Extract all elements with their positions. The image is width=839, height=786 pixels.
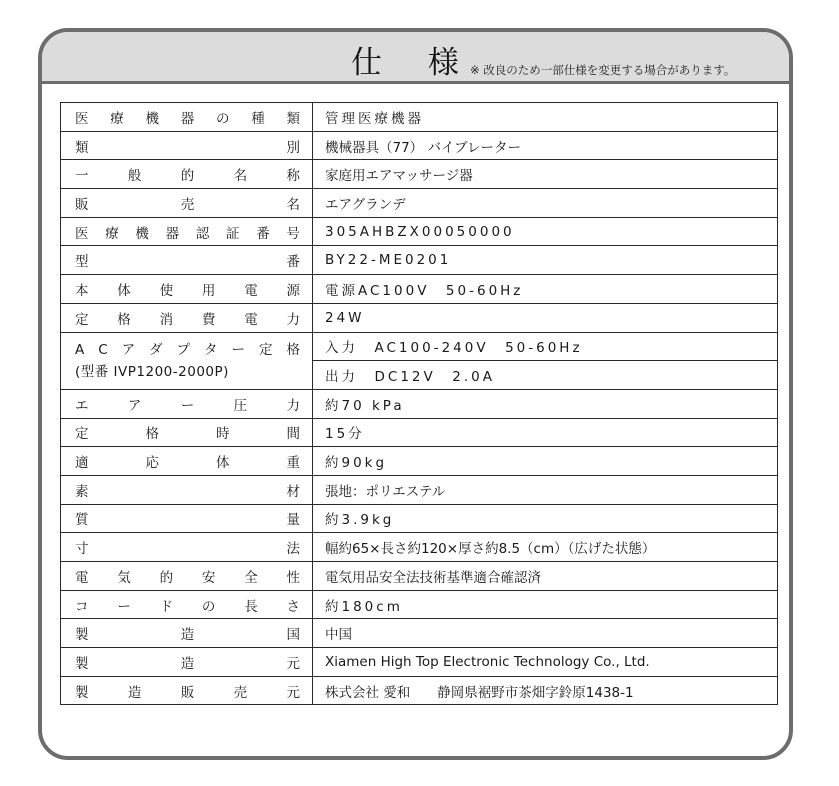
label-char: 力 [286, 397, 300, 414]
spec-label-text [75, 193, 300, 213]
label-char: 療 [110, 110, 124, 127]
spec-label [61, 275, 313, 304]
spec-row [61, 160, 778, 189]
label-char: 格 [286, 341, 300, 358]
label-char: 量 [286, 512, 300, 529]
spec-value: エアグランデ [313, 189, 778, 218]
spec-label [61, 418, 313, 447]
label-char: 医 [75, 110, 89, 127]
spec-label [61, 504, 313, 533]
label-char: 名 [286, 196, 300, 213]
label-char: ダ [149, 341, 163, 358]
label-char: 費 [201, 311, 216, 328]
spec-row [61, 676, 778, 705]
spec-row [61, 504, 778, 533]
label-char: 電 [75, 569, 89, 586]
label-char: 類 [286, 110, 300, 127]
label-char: ド [159, 598, 174, 615]
label-char: 販 [75, 196, 89, 213]
label-char: 消 [159, 311, 174, 328]
spec-panel [38, 28, 793, 760]
label-char: 造 [180, 627, 195, 644]
spec-label-text [75, 480, 300, 500]
spec-label [61, 447, 313, 476]
spec-label-text [75, 566, 300, 586]
label-char: 販 [180, 684, 195, 701]
spec-row [61, 533, 778, 562]
label-char: 売 [180, 196, 195, 213]
spec-value: 株式会社 愛和 静岡県裾野市茶畑字鈴原1438-1 [313, 676, 778, 705]
spec-label-text [75, 339, 300, 361]
spec-value: 中国 [313, 619, 778, 648]
spec-row [61, 103, 778, 132]
spec-label-text [75, 422, 300, 442]
label-char: エ [75, 397, 89, 414]
spec-label [61, 160, 313, 189]
spec-row [61, 246, 778, 275]
label-char: 的 [180, 168, 195, 185]
label-char: 重 [286, 455, 300, 472]
spec-label [61, 131, 313, 160]
label-char: ア [127, 397, 142, 414]
label-char: 体 [216, 455, 230, 472]
spec-value: 家庭用エアマッサージ器 [313, 160, 778, 189]
label-char: 源 [286, 282, 300, 299]
label-char: 間 [286, 426, 300, 443]
spec-label-text [75, 279, 300, 299]
label-char: 証 [226, 225, 240, 242]
spec-value: Xiamen High Top Electronic Technology Co., Ltd. [313, 648, 778, 677]
label-char: 使 [159, 282, 174, 299]
spec-label-text [75, 308, 300, 328]
spec-row [61, 217, 778, 246]
spec-value: 電源AC100V 50-60Hz [313, 275, 778, 304]
spec-value: 管理医療機器 [313, 103, 778, 132]
label-char: 電 [244, 311, 258, 328]
spec-label [61, 676, 313, 705]
spec-value: 約180cm [313, 590, 778, 619]
label-char: 機 [145, 110, 159, 127]
spec-label [61, 189, 313, 218]
label-char: 型 [75, 254, 89, 271]
label-char: ア [121, 341, 136, 358]
spec-label-text [75, 136, 300, 156]
spec-row [61, 303, 778, 332]
spec-title: 仕 様 [351, 45, 477, 81]
ac-adapter-label [61, 332, 313, 389]
spec-value: 305AHBZX00050000 [313, 217, 778, 246]
spec-value: 15分 [313, 418, 778, 447]
label-char: 質 [75, 512, 89, 529]
label-char: 造 [127, 684, 142, 701]
label-char: 法 [286, 541, 300, 558]
spec-label [61, 590, 313, 619]
spec-label-text [75, 537, 300, 557]
label-char: 定 [258, 341, 273, 358]
spec-label-text [75, 394, 300, 414]
label-char: 力 [286, 311, 300, 328]
spec-label-text [75, 451, 300, 471]
ac-adapter-model: (型番 IVP1200-2000P) [75, 363, 229, 380]
label-char: 売 [233, 684, 248, 701]
label-char: 性 [286, 569, 300, 586]
label-char: さ [286, 598, 300, 615]
spec-label-text [75, 652, 300, 672]
label-char: コ [75, 598, 89, 615]
spec-label [61, 648, 313, 677]
ac-adapter-input: 入力 AC100-240V 50-60Hz [313, 332, 778, 361]
label-char: 種 [251, 110, 265, 127]
label-char: 全 [244, 569, 258, 586]
label-char: 素 [75, 483, 89, 500]
label-char: 別 [286, 139, 300, 156]
label-char: 用 [201, 282, 216, 299]
spec-label [61, 475, 313, 504]
label-char: 格 [117, 311, 131, 328]
spec-value: 約70 kPa [313, 389, 778, 418]
spec-label [61, 533, 313, 562]
label-char: 寸 [75, 541, 89, 558]
label-char: ー [117, 598, 131, 615]
spec-value: 約3.9kg [313, 504, 778, 533]
spec-row [61, 562, 778, 591]
spec-row [61, 418, 778, 447]
label-char: 医 [75, 225, 89, 242]
label-char: ー [180, 397, 195, 414]
spec-row [61, 131, 778, 160]
spec-value: 24W [313, 303, 778, 332]
label-char: 時 [216, 426, 230, 443]
label-char: 製 [75, 684, 89, 701]
label-char: 一 [75, 168, 89, 185]
label-char: 元 [286, 684, 300, 701]
spec-label-text [75, 250, 300, 270]
label-char: C [98, 341, 108, 358]
ac-adapter-output: 出力 DC12V 2.0A [313, 361, 778, 390]
spec-row [61, 648, 778, 677]
label-char: タ [204, 341, 218, 358]
label-char: 的 [159, 569, 174, 586]
label-char: 体 [117, 282, 131, 299]
spec-label [61, 103, 313, 132]
label-char: 元 [286, 655, 300, 672]
spec-row [61, 189, 778, 218]
label-char: A [75, 341, 85, 358]
label-char: 国 [286, 627, 300, 644]
spec-table [60, 102, 778, 705]
spec-header [42, 32, 789, 84]
label-char: 安 [201, 569, 216, 586]
label-char: 器 [180, 110, 195, 127]
label-char: 長 [244, 598, 258, 615]
spec-value: 幅約65×長さ約120×厚さ約8.5（cm）（広げた状態） [313, 533, 778, 562]
label-char: 称 [286, 168, 300, 185]
label-char: 定 [75, 311, 89, 328]
spec-note: ※ 改良のため一部仕様を変更する場合があります。 [470, 63, 736, 77]
spec-value: 張地：ポリエステル [313, 475, 778, 504]
spec-label-text [75, 222, 300, 242]
label-char: 番 [286, 254, 300, 271]
label-char: 号 [286, 225, 300, 242]
spec-label-text [75, 508, 300, 528]
spec-label [61, 246, 313, 275]
label-char: 認 [195, 225, 210, 242]
label-char: プ [176, 341, 191, 358]
label-char: の [216, 110, 230, 127]
label-char: 般 [127, 168, 142, 185]
label-char: 圧 [233, 397, 248, 414]
label-char: 応 [145, 455, 159, 472]
label-char: 適 [75, 455, 89, 472]
spec-label [61, 389, 313, 418]
spec-label-text [75, 623, 300, 643]
label-char: 格 [145, 426, 159, 443]
label-char: 材 [286, 483, 300, 500]
spec-value: 機械器具（77） バイブレーター [313, 131, 778, 160]
spec-label [61, 217, 313, 246]
label-char: 造 [180, 655, 195, 672]
spec-row [61, 590, 778, 619]
label-char: 類 [75, 139, 89, 156]
spec-value: BY22-ME0201 [313, 246, 778, 275]
label-char: 定 [75, 426, 89, 443]
spec-row [61, 389, 778, 418]
spec-row [61, 619, 778, 648]
spec-label-text [75, 681, 300, 701]
label-char: 番 [256, 225, 270, 242]
spec-label [61, 562, 313, 591]
spec-label-text [75, 595, 300, 615]
spec-value: 電気用品安全法技術基準適合確認済 [313, 562, 778, 591]
spec-label [61, 303, 313, 332]
label-char: 電 [244, 282, 258, 299]
spec-row [61, 447, 778, 476]
label-char: 気 [117, 569, 131, 586]
spec-label-text [75, 107, 300, 127]
spec-label-text [75, 164, 300, 184]
label-char: 名 [233, 168, 248, 185]
label-char: 製 [75, 627, 89, 644]
label-char: 療 [105, 225, 119, 242]
label-char: 製 [75, 655, 89, 672]
label-char: の [201, 598, 216, 615]
spec-row [61, 275, 778, 304]
label-char: 器 [165, 225, 180, 242]
spec-row-ac-input [61, 332, 778, 361]
spec-value: 約90kg [313, 447, 778, 476]
label-char: 本 [75, 282, 89, 299]
label-char: ー [231, 341, 245, 358]
spec-row [61, 475, 778, 504]
spec-label [61, 619, 313, 648]
label-char: 機 [135, 225, 149, 242]
